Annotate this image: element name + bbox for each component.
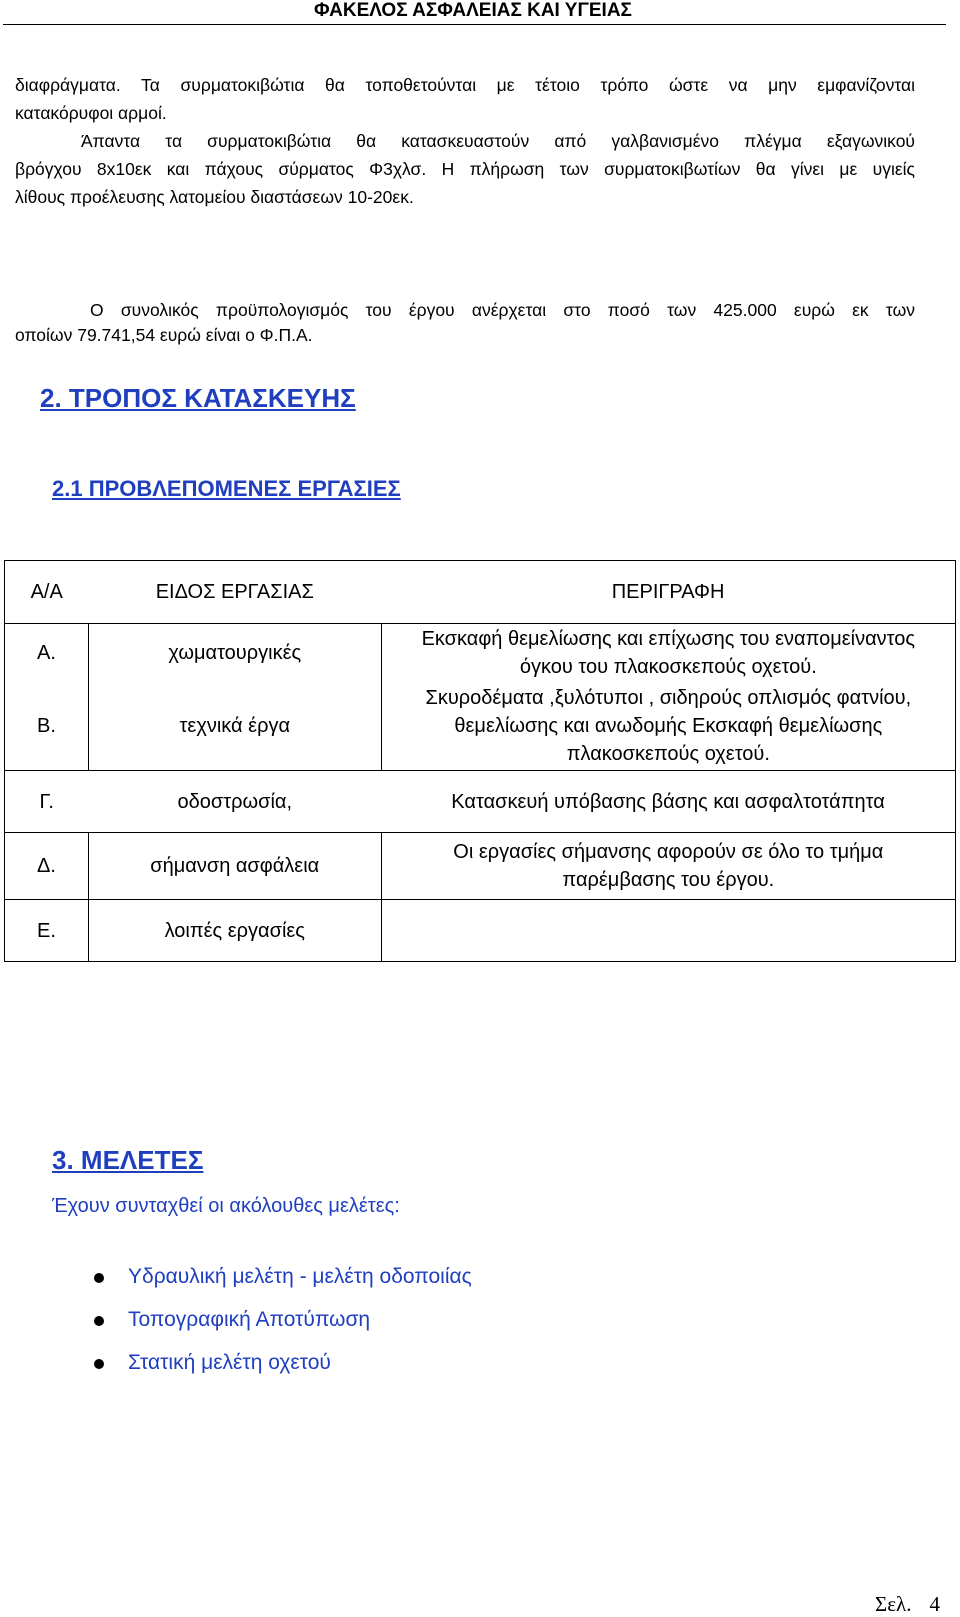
page-footer xyxy=(875,1592,940,1617)
row-b-type: τεχνικά έργα xyxy=(179,715,291,737)
row-d-desc-line-1: Οι εργασίες σήμανσης αφορούν σε όλο το τμήμα xyxy=(453,841,884,863)
intro-line-1: διαφράγματα. Τα συρματοκιβώτια θα τοποθετούνται με τέτοιο τρόπο ώστε να μην εμφανίζονται xyxy=(15,75,915,95)
row-d-description xyxy=(381,833,955,900)
section-2-heading: 2. ΤΡΟΠΟΣ ΚΑΤΑΣΚΕΥΗΣ xyxy=(40,383,356,413)
list-item xyxy=(90,1263,472,1306)
intro-line-4: βρόγχου 8x10εκ και πάχους σύρματος Φ3χλσ. Η πλήρωση των συρματοκιβωτίων θα γίνει με υγιείς xyxy=(15,159,915,179)
study-item-label: Υδραυλική μελέτη - μελέτη οδοποιίας xyxy=(128,1265,472,1288)
bullet-icon xyxy=(94,1316,104,1326)
row-g-description: Κατασκευή υπόβασης βάσης και ασφαλτοτάπητα xyxy=(381,771,955,833)
row-a-desc-line-1: Εκσκαφή θεμελίωσης και επίχωσης του εναπομείναντος xyxy=(421,628,916,650)
page-header-title: ΦΑΚΕΛΟΣ ΑΣΦΑΛΕΙΑΣ ΚΑΙ ΥΓΕΙΑΣ xyxy=(314,0,632,21)
table-row xyxy=(5,833,956,900)
bullet-icon xyxy=(94,1359,104,1369)
row-d-desc-line-2: παρέμβασης του έργου. xyxy=(562,869,775,891)
intro-line-3: Άπαντα τα συρματοκιβώτια θα κατασκευαστούν από γαλβανισμένο πλέγμα εξαγωνικού xyxy=(81,131,915,151)
table-row xyxy=(5,900,956,962)
row-a-desc-line-2: όγκου του πλακοσκεπούς οχετού. xyxy=(519,656,817,678)
row-a-description xyxy=(381,624,955,683)
bullet-icon xyxy=(94,1273,104,1283)
row-b-description xyxy=(381,682,955,771)
table-header-row xyxy=(5,561,956,624)
row-b-desc-line-3: πλακοσκεπούς οχετού. xyxy=(566,743,770,765)
row-a-aa: Α. xyxy=(5,624,89,683)
header-divider xyxy=(3,24,946,25)
header-aa: Α/Α xyxy=(5,561,89,624)
header-description: ΠΕΡΙΓΡΑΦΗ xyxy=(381,561,955,624)
row-a-type: χωματουργικές xyxy=(88,624,381,683)
row-e-type: λοιπές εργασίες xyxy=(88,900,381,962)
budget-line-1: Ο συνολικός προϋπολογισμός του έργου ανέρχεται στο ποσό των 425.000 ευρώ εκ των xyxy=(90,300,915,320)
study-item-label: Τοπογραφική Αποτύπωση xyxy=(128,1308,371,1331)
row-b-aa: Β. xyxy=(5,682,89,771)
row-g-type: οδοστρωσία, xyxy=(88,771,381,833)
page-label: Σελ. xyxy=(875,1592,912,1616)
row-b-desc-line-1: Σκυροδέματα ,ξυλότυποι , σιδηρούς οπλισμός φατνίου, xyxy=(425,687,912,709)
list-item xyxy=(90,1349,472,1392)
page-number: 4 xyxy=(929,1592,940,1616)
works-table xyxy=(4,560,956,962)
table-row xyxy=(5,624,956,683)
table-row xyxy=(5,682,956,771)
intro-line-5: λίθους προέλευσης λατομείου διαστάσεων 10-20εκ. xyxy=(15,187,414,207)
study-item-label: Στατική μελέτη οχετού xyxy=(128,1351,331,1374)
studies-list xyxy=(90,1263,472,1392)
row-e-description xyxy=(381,900,955,962)
budget-line-2: οποίων 79.741,54 ευρώ είναι ο Φ.Π.Α. xyxy=(15,325,313,345)
intro-line-2: κατακόρυφοι αρμοί. xyxy=(15,103,167,123)
table-row xyxy=(5,771,956,833)
section-2-1-heading: 2.1 ΠΡΟΒΛΕΠΟΜΕΝΕΣ ΕΡΓΑΣΙΕΣ xyxy=(52,476,401,501)
section-3-intro: Έχουν συνταχθεί οι ακόλουθες μελέτες: xyxy=(52,1195,400,1217)
row-b-desc-line-2: θεμελίωσης και ανωδομής Εκσκαφή θεμελίωσης xyxy=(454,715,883,737)
row-d-type: σήμανση ασφάλεια xyxy=(88,833,381,900)
header-work-type: ΕΙΔΟΣ ΕΡΓΑΣΙΑΣ xyxy=(88,561,381,624)
row-e-aa: Ε. xyxy=(5,900,89,962)
section-3-heading: 3. ΜΕΛΕΤΕΣ xyxy=(52,1145,204,1175)
row-g-aa: Γ. xyxy=(5,771,89,833)
row-d-aa: Δ. xyxy=(5,833,89,900)
list-item xyxy=(90,1306,472,1349)
